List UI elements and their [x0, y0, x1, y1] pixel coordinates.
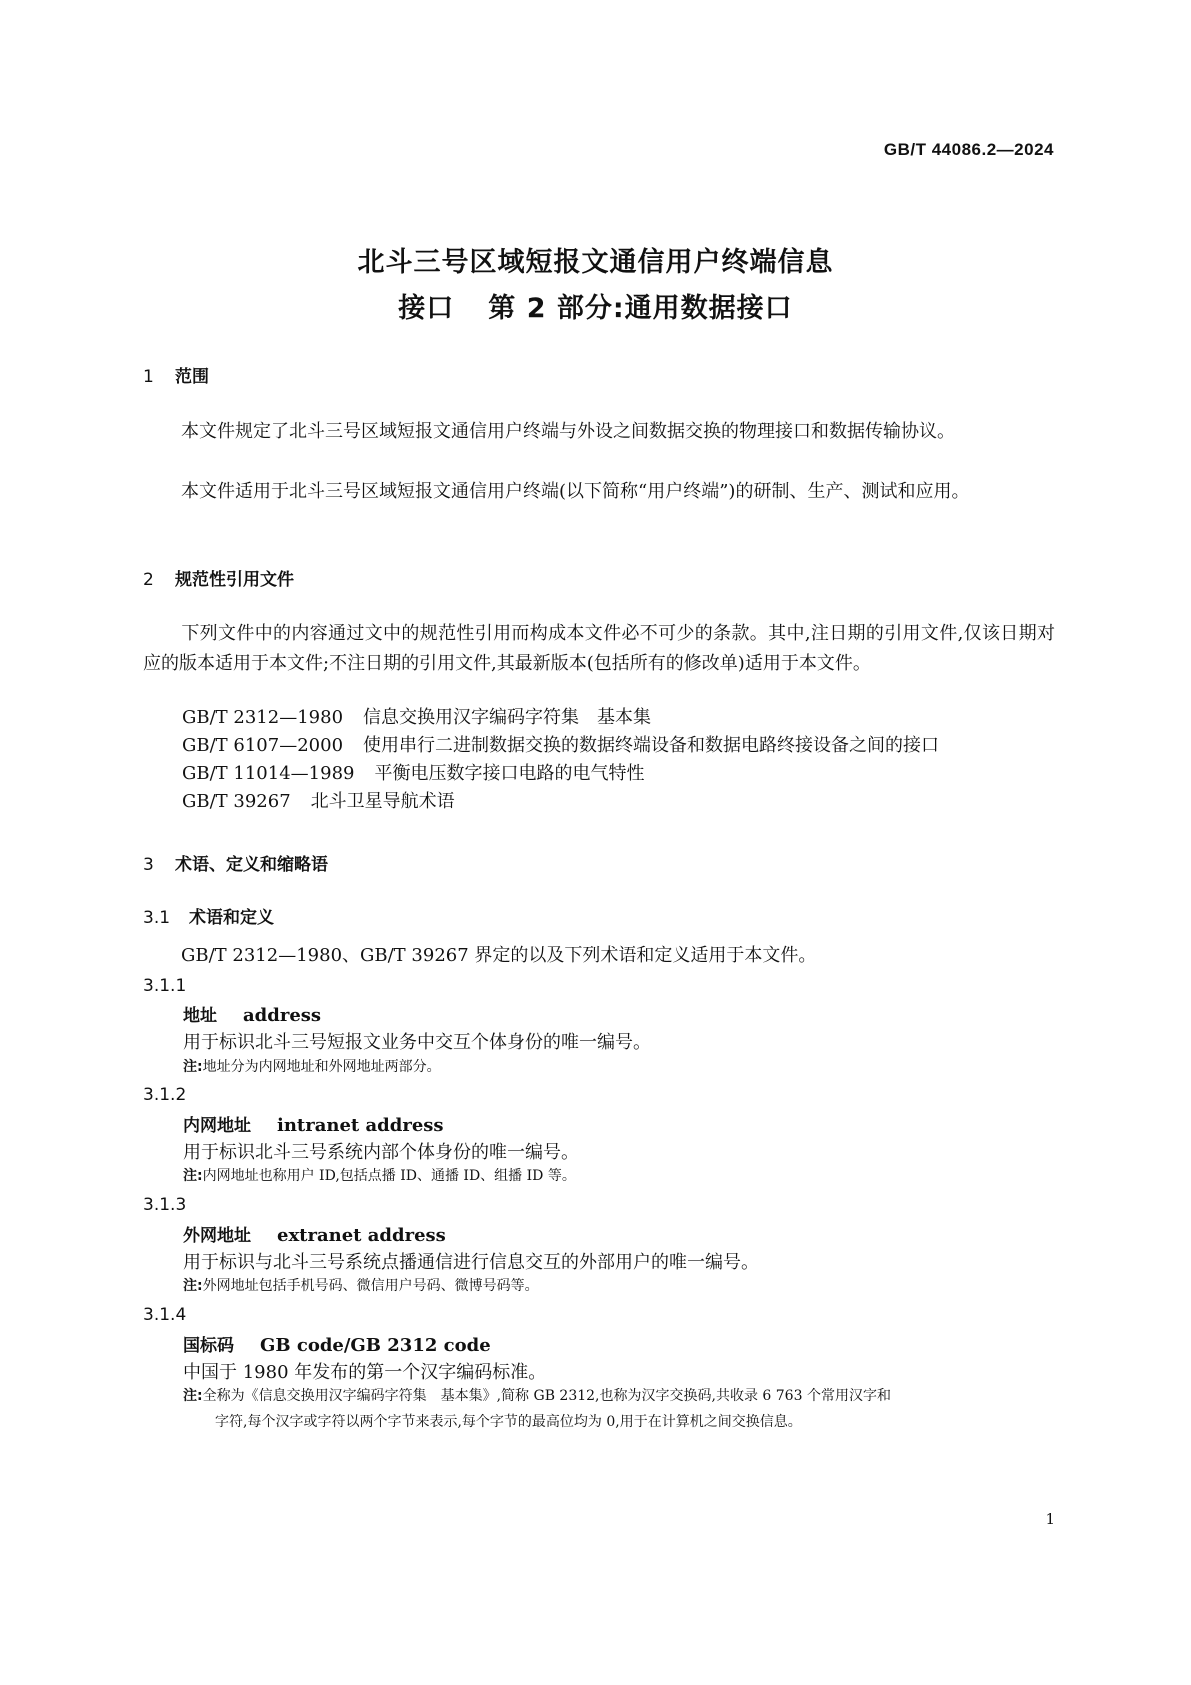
term-number: 3.1.4	[143, 1305, 187, 1325]
term-definition: 用于标识北斗三号系统内部个体身份的唯一编号。	[183, 1142, 579, 1163]
subsection-number: 3.1	[143, 908, 171, 928]
term-definition: 用于标识北斗三号短报文业务中交互个体身份的唯一编号。	[183, 1032, 651, 1053]
section-1-heading	[143, 362, 209, 387]
term-note: 注:外网地址包括手机号码、微信用户号码、微博号码等。	[183, 1278, 539, 1294]
section-2-heading	[143, 565, 294, 590]
page-number: 1	[1045, 1510, 1055, 1528]
term-number: 3.1.3	[143, 1195, 187, 1215]
section-3-heading	[143, 850, 328, 875]
term-note-continuation: 字符,每个汉字或字符以两个字节来表示,每个字节的最高位均为 0,用于在计算机之间交换信息。	[215, 1414, 802, 1430]
term-name: 外网地址 extranet address	[183, 1225, 446, 1246]
section-2-paragraph: 下列文件中的内容通过文中的规范性引用而构成本文件必不可少的条款。其中,注日期的引用文件,仅该日期对应的版本适用于本文件;不注日期的引用文件,其最新版本(包括所有的修改单)适用于本文件。	[143, 623, 1055, 674]
term-definition: 用于标识与北斗三号系统点播通信进行信息交互的外部用户的唯一编号。	[183, 1252, 759, 1273]
normative-reference: GB/T 11014—1989 平衡电压数字接口电路的电气特性	[182, 763, 645, 784]
term-note: 注:全称为《信息交换用汉字编码字符集 基本集》,简称 GB 2312,也称为汉字交换码,共收录 6 763 个常用汉字和 字符,每个汉字或字符以两个字节来表示,每个字节的最高位均为 0,用于在计算机之间交换信息。	[183, 1383, 1055, 1435]
normative-reference: GB/T 39267 北斗卫星导航术语	[182, 791, 455, 812]
normative-reference: GB/T 2312—1980 信息交换用汉字编码字符集 基本集	[182, 707, 652, 728]
term-name: 内网地址 intranet address	[183, 1115, 444, 1136]
document-title	[0, 240, 1191, 332]
term-name: 地址 address	[183, 1005, 322, 1026]
term-definition: 中国于 1980 年发布的第一个汉字编码标准。	[183, 1362, 547, 1383]
title-line-1: 北斗三号区域短报文通信用户终端信息	[357, 247, 834, 278]
section-number: 3	[143, 855, 154, 875]
subsection-3-1-heading	[143, 903, 274, 928]
normative-reference: GB/T 6107—2000 使用串行二进制数据交换的数据终端设备和数据电路终接设备之间的接口	[182, 735, 940, 756]
subsection-title: 术语和定义	[189, 908, 274, 928]
section-title: 术语、定义和缩略语	[175, 855, 328, 875]
term-number: 3.1.2	[143, 1085, 187, 1105]
title-line-2	[0, 286, 1191, 332]
section-title: 规范性引用文件	[175, 570, 294, 590]
subsection-3-1-intro: GB/T 2312—1980、GB/T 39267 界定的以及下列术语和定义适用于本文件。	[181, 945, 817, 966]
title-line-2-part-a: 接口	[398, 293, 455, 324]
title-line-2-part-b: 第 2 部分:通用数据接口	[488, 293, 793, 324]
term-name: 国标码 GB code/GB 2312 code	[183, 1335, 491, 1356]
standard-number: GB/T 44086.2—2024	[883, 140, 1054, 159]
section-number: 1	[143, 367, 154, 387]
section-number: 2	[143, 570, 154, 590]
term-number: 3.1.1	[143, 976, 187, 996]
section-1-paragraph-1: 本文件规定了北斗三号区域短报文通信用户终端与外设之间数据交换的物理接口和数据传输协议。	[181, 421, 955, 442]
term-note: 注:地址分为内网地址和外网地址两部分。	[183, 1059, 441, 1075]
term-note: 注:内网地址也称用户 ID,包括点播 ID、通播 ID、组播 ID 等。	[183, 1168, 576, 1184]
section-1-paragraph-2: 本文件适用于北斗三号区域短报文通信用户终端(以下简称“用户终端”)的研制、生产、测试和应用。	[181, 481, 970, 502]
section-title: 范围	[175, 367, 209, 387]
